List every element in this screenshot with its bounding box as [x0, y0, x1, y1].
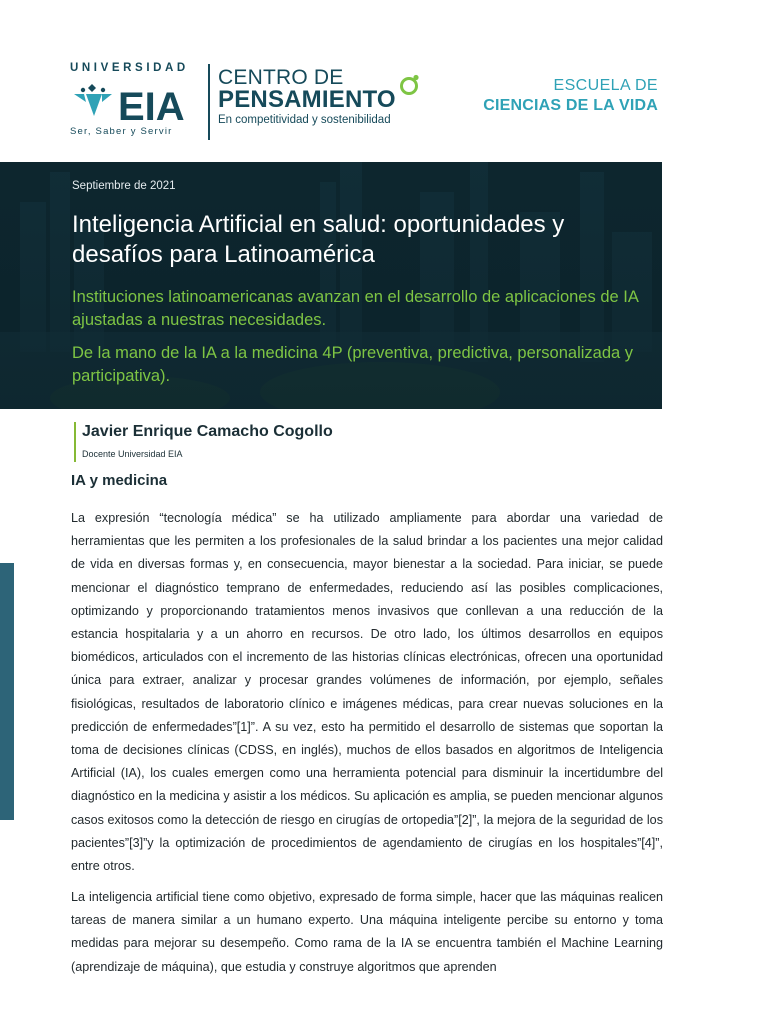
title-banner — [0, 162, 662, 409]
school-line1: ESCUELA DE — [553, 77, 658, 94]
section-heading: IA y medicina — [71, 472, 168, 489]
university-word: UNIVERSIDAD — [70, 62, 189, 74]
publication-date: Septiembre de 2021 — [72, 180, 176, 192]
eia-wordmark: EIA — [118, 85, 185, 124]
subtitle-1: Instituciones latinoamericanas avanzan en el desarrollo de aplicaciones de IA ajustadas a nuestras necesidades. — [72, 288, 638, 329]
document-title: Inteligencia Artificial en salud: oportunidades y desafíos para Latinoamérica — [72, 211, 565, 268]
subtitle-2: De la mano de la IA a la medicina 4P (preventiva, predictiva, personalizada y participativa). — [72, 344, 634, 385]
eia-logo-mark — [72, 82, 202, 124]
center-tagline: En competitividad y sostenibilidad — [218, 114, 391, 126]
school-name — [428, 77, 658, 115]
center-title-line2: PENSAMIENTO — [218, 86, 396, 113]
body-paragraph: La expresión “tecnología médica” se ha utilizado ampliamente para abordar una variedad de herramientas que les permiten a los profesionales de la salud brindar a los pacientes una mejor calidad de vida en diversas formas y, en consecuencia, mayor bienestar a la sociedad. Para iniciar, se puede mencionar el diagnóstico temprano de enfermedades, reduciendo así las posibles complicaciones, optimizando y proporcionando tratamientos menos invasivos que conllevan a una reducción de la estancia hospitalaria y a un ahorro en recursos. De otro lado, los últimos desarrollos en equipos biomédicos, articulados con el incremento de las historias clínicas electrónicas, ofrecen una oportunidad única para extraer, analizar y procesar grandes volúmenes de información, por ejemplo, señales fisiológicas, resultados de laboratorio clínico e imágenes médicas, para crear nuevas soluciones en la predicción de enfermedades”[1]”. A su vez, esto ha permitido el desarrollo de sistemas que soportan la toma de decisiones clínicas (CDSS, en inglés), muchos de ellos basados en algoritmos de Inteligencia Artificial (IA), los cuales emergen como una herramienta potencial para disminuir la incertidumbre del diagnóstico en la medicina y asistir a los médicos. Su aplicación es amplia, se pueden mencionar algunos casos exitosos como la detección de riesgo en cirugías de ortopedia”[2]”, la mejora de la seguridad de los pacientes”[3]”y la optimización de procedimientos de agendamiento de cirugías en los hospitales”[4]”, entre otros. — [71, 511, 663, 874]
eia-emblem-icon — [74, 84, 112, 116]
green-o-icon — [397, 74, 419, 96]
author-accent-rule — [74, 422, 76, 462]
university-motto: Ser, Saber y Servir — [70, 126, 173, 137]
author-name: Javier Enrique Camacho Cogollo — [82, 423, 333, 440]
centro-pensamiento-logo — [218, 66, 428, 136]
logo-separator — [208, 64, 210, 140]
side-accent-bar — [0, 563, 14, 820]
author-role: Docente Universidad EIA — [82, 449, 183, 459]
school-line2: CIENCIAS DE LA VIDA — [483, 97, 658, 114]
body-paragraph: La inteligencia artificial tiene como objetivo, expresado de forma simple, hacer que las máquinas realicen tareas de manera similar a un humano experto. Una máquina inteligente percibe su entorno y toma medidas para mejorar su desempeño. Como rama de la IA se encuentra también el Machine Learning (aprendizaje de máquina), que estudia y construye algoritmos que aprenden — [71, 890, 663, 974]
letterhead — [0, 0, 768, 160]
universidad-eia-logo — [70, 62, 204, 142]
center-title-line1: CENTRO DE — [218, 66, 344, 89]
